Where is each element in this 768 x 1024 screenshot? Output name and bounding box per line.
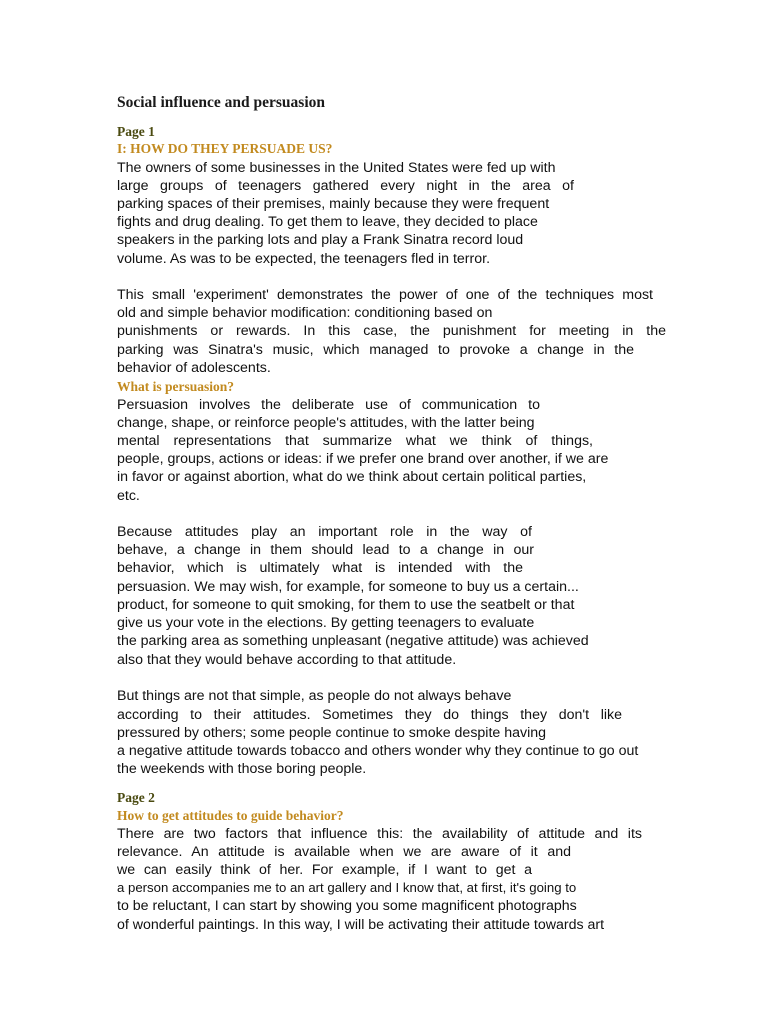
section-heading-what-is-persuasion: What is persuasion?: [117, 379, 235, 394]
paragraph-line: There are two factors that influence this: the availability of attitude and its: [117, 826, 642, 842]
paragraph-line: product, for someone to quit smoking, for them to use the seatbelt or that: [117, 597, 575, 613]
paragraph-line: of wonderful paintings. In this way, I will be activating their attitude towards art: [117, 917, 605, 933]
paragraph-line: parking spaces of their premises, mainly because they were frequent: [117, 196, 550, 212]
paragraph-line: the weekends with those boring people.: [117, 761, 367, 777]
paragraph-line: a negative attitude towards tobacco and others wonder why they continue to go out: [117, 743, 639, 759]
page-2-label: Page 2: [117, 790, 155, 805]
section-heading-guide-behavior: How to get attitudes to guide behavior?: [117, 808, 344, 823]
paragraph-line: This small 'experiment' demonstrates the power of one of the techniques most: [117, 287, 653, 303]
paragraph-line: volume. As was to be expected, the teenagers fled in terror.: [117, 251, 491, 267]
paragraph-line: Persuasion involves the deliberate use of communication to: [117, 397, 540, 413]
paragraph-line: parking was Sinatra's music, which managed to provoke a change in the: [117, 342, 634, 358]
paragraph-line: etc.: [117, 488, 140, 504]
paragraph-line: old and simple behavior modification: conditioning based on: [117, 305, 493, 321]
paragraph-line: in favor or against abortion, what do we think about certain political parties,: [117, 469, 587, 485]
paragraph-line: give us your vote in the elections. By getting teenagers to evaluate: [117, 615, 535, 631]
paragraph-line: behavior of adolescents.: [117, 360, 271, 376]
paragraph-line: punishments or rewards. In this case, the punishment for meeting in the: [117, 323, 666, 339]
paragraph-line: also that they would behave according to that attitude.: [117, 652, 457, 668]
paragraph-line: behave, a change in them should lead to a change in our: [117, 542, 534, 558]
paragraph-line: pressured by others; some people continue to smoke despite having: [117, 725, 547, 741]
section-heading-how-persuade: I: HOW DO THEY PERSUADE US?: [117, 141, 333, 156]
paragraph-line: mental representations that summarize what we think of things,: [117, 433, 593, 449]
paragraph-line: the parking area as something unpleasant (negative attitude) was achieved: [117, 633, 589, 649]
paragraph-line: Because attitudes play an important role in the way of: [117, 524, 532, 540]
paragraph-line: a person accompanies me to an art gallery and I know that, at first, it's going to: [117, 880, 577, 895]
paragraph-line: speakers in the parking lots and play a Frank Sinatra record loud: [117, 232, 524, 248]
paragraph-line: behavior, which is ultimately what is intended with the: [117, 560, 523, 576]
paragraph-line: according to their attitudes. Sometimes they do things they don't like: [117, 707, 622, 723]
paragraph-line: relevance. An attitude is available when we are aware of it and: [117, 844, 571, 860]
paragraph-line: to be reluctant, I can start by showing you some magnificent photographs: [117, 898, 577, 914]
page-1-label: Page 1: [117, 124, 155, 139]
document-title: Social influence and persuasion: [117, 94, 325, 111]
paragraph-line: people, groups, actions or ideas: if we prefer one brand over another, if we are: [117, 451, 609, 467]
paragraph-line: The owners of some businesses in the United States were fed up with: [117, 160, 556, 176]
paragraph-line: persuasion. We may wish, for example, for someone to buy us a certain...: [117, 579, 579, 595]
paragraph-line: change, shape, or reinforce people's attitudes, with the latter being: [117, 415, 535, 431]
paragraph-line: But things are not that simple, as people do not always behave: [117, 688, 512, 704]
paragraph-line: large groups of teenagers gathered every night in the area of: [117, 178, 574, 194]
paragraph-line: we can easily think of her. For example, if I want to get a: [117, 862, 532, 878]
paragraph-line: fights and drug dealing. To get them to leave, they decided to place: [117, 214, 538, 230]
